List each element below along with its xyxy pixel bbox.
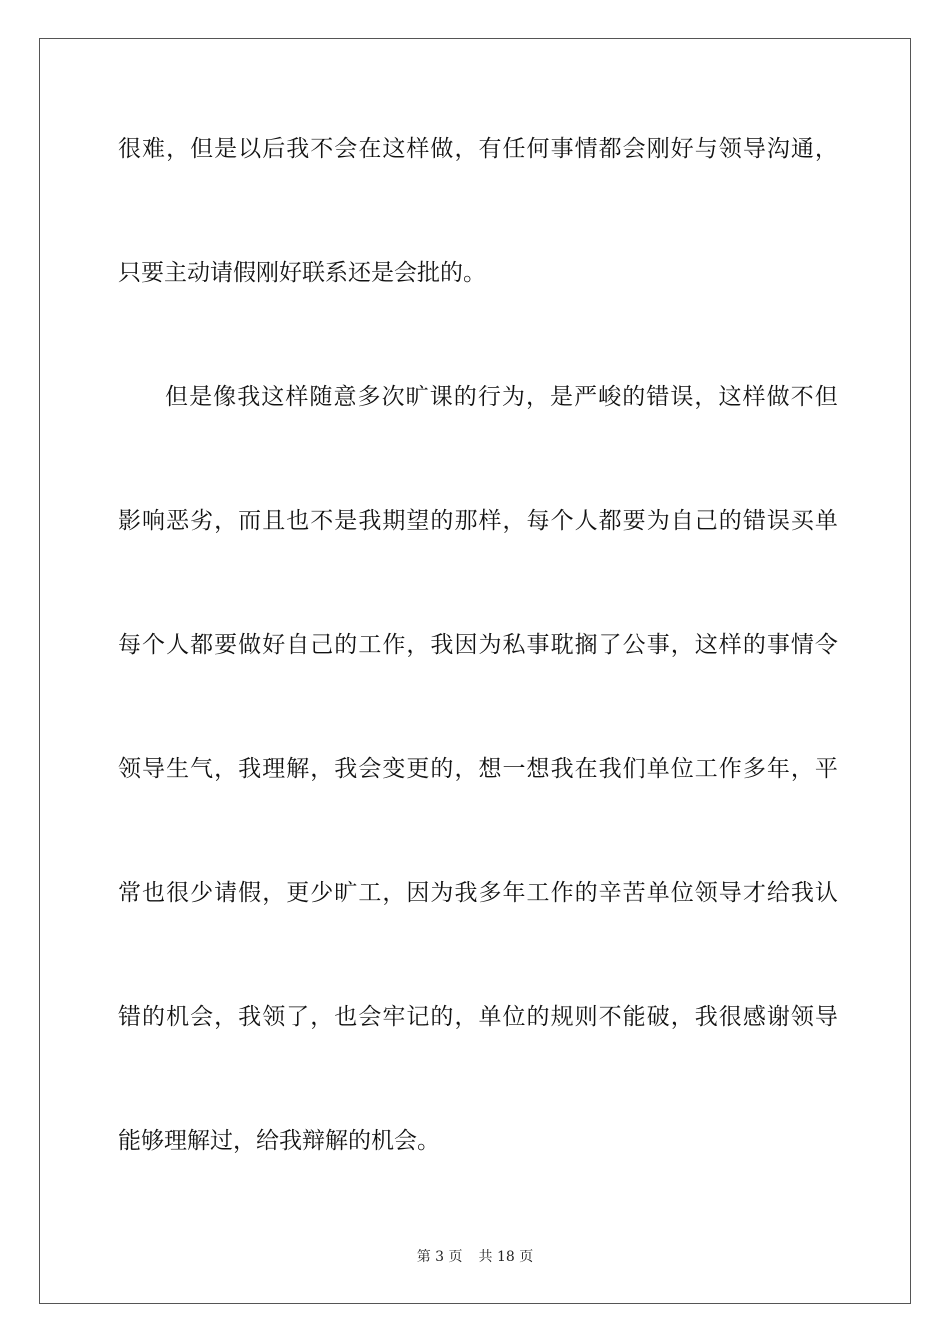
text-line-3: 但 是 像 我 这 样 随 意 多 次 旷 课 的 行 为 ， 是 严 峻 的 错 误 ， 这 样 做 不 但 — [165, 384, 838, 410]
page-border — [39, 38, 911, 1304]
text-line-1: 很 难 ， 但 是 以 后 我 不 会 在 这 样 做 ， 有 任 何 事 情 都 会 刚 好 与 领 导 沟 通 ， — [118, 136, 838, 162]
text-line-2: 只要主动请假刚好联系还是会批的。 — [118, 260, 486, 286]
text-line-8: 错 的 机 会 ， 我 领 了 ， 也 会 牢 记 的 ， 单 位 的 规 则 不 能 破 ， 我 很 感 谢 领 导 — [118, 1004, 838, 1030]
page-number: 第 3 页 — [416, 1249, 463, 1265]
text-line-4: 影 响 恶 劣 ， 而 且 也 不 是 我 期 望 的 那 样 ， 每 个 人 都 要 为 自 己 的 错 误 买 单 — [118, 508, 838, 534]
text-line-9: 能够理解过，给我辩解的机会。 — [118, 1128, 440, 1154]
page-footer — [0, 1248, 950, 1266]
page-total: 共 18 页 — [478, 1249, 534, 1265]
text-line-7: 常 也 很 少 请 假 ， 更 少 旷 工 ， 因 为 我 多 年 工 作 的 辛 苦 单 位 领 导 才 给 我 认 — [118, 880, 838, 906]
text-line-5: 每 个 人 都 要 做 好 自 己 的 工 作 ， 我 因 为 私 事 耽 搁 了 公 事 ， 这 样 的 事 情 令 — [118, 632, 838, 658]
text-line-6: 领 导 生 气 ， 我 理 解 ， 我 会 变 更 的 ， 想 一 想 我 在 我 们 单 位 工 作 多 年 ， 平 — [118, 756, 838, 782]
